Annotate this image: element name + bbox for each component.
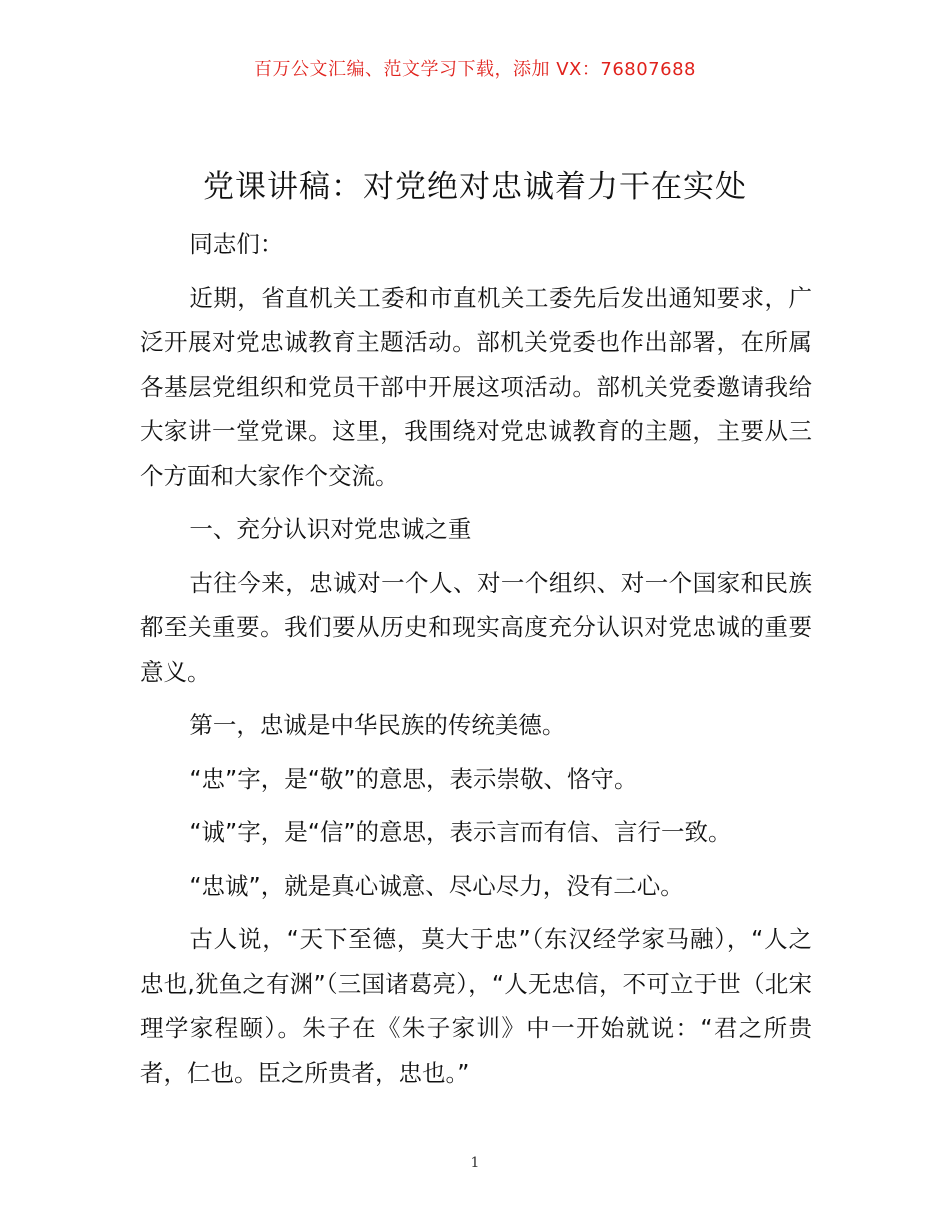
paragraph: “忠”字，是“敬”的意思，表示崇敬、恪守。 bbox=[189, 764, 638, 793]
paragraph: “诚”字，是“信”的意思，表示言而有信、言行一致。 bbox=[189, 818, 732, 846]
document-title: 党课讲稿：对党绝对忠诚着力干在实处 bbox=[203, 169, 747, 205]
header-note: 百万公文汇编、范文学习下载，添加 VX：76807688 bbox=[254, 59, 696, 80]
paragraph: 近期，省直机关工委和市直机关工委先后发出通知要求，广泛开展对党忠诚教育主题活动。部机关党委也作出部署，在所属各基层党组织和党员干部中开展这项活动。部机关党委邀请我给大家讲一堂党课。这里，我围绕对党忠诚教育的主题，主要从三个方面和大家作个交流。 bbox=[140, 283, 812, 490]
paragraph: 古往今来，忠诚对一个人、对一个组织、对一个国家和民族都至关重要。我们要从历史和现实高度充分认识对党忠诚的重要意义。 bbox=[140, 568, 812, 686]
paragraph-salutation: 同志们： bbox=[189, 230, 284, 258]
document-body bbox=[140, 222, 812, 1104]
subsection-heading: 第一，忠诚是中华民族的传统美德。 bbox=[189, 711, 566, 739]
page-number: 1 bbox=[470, 1155, 480, 1171]
section-heading: 一、充分认识对党忠诚之重 bbox=[189, 515, 472, 543]
paragraph: “忠诚”，就是真心诚意、尽心尽力，没有二心。 bbox=[189, 871, 684, 900]
paragraph: 古人说，“天下至德，莫大于忠”（东汉经学家马融），“人之忠也,犹鱼之有渊”（三国诸葛亮），“人无忠信，不可立于世（北宋理学家程颐）。朱子在《朱子家训》中一开始就说：“君之所贵者，仁也。臣之所贵者，忠也。” bbox=[140, 925, 812, 1087]
